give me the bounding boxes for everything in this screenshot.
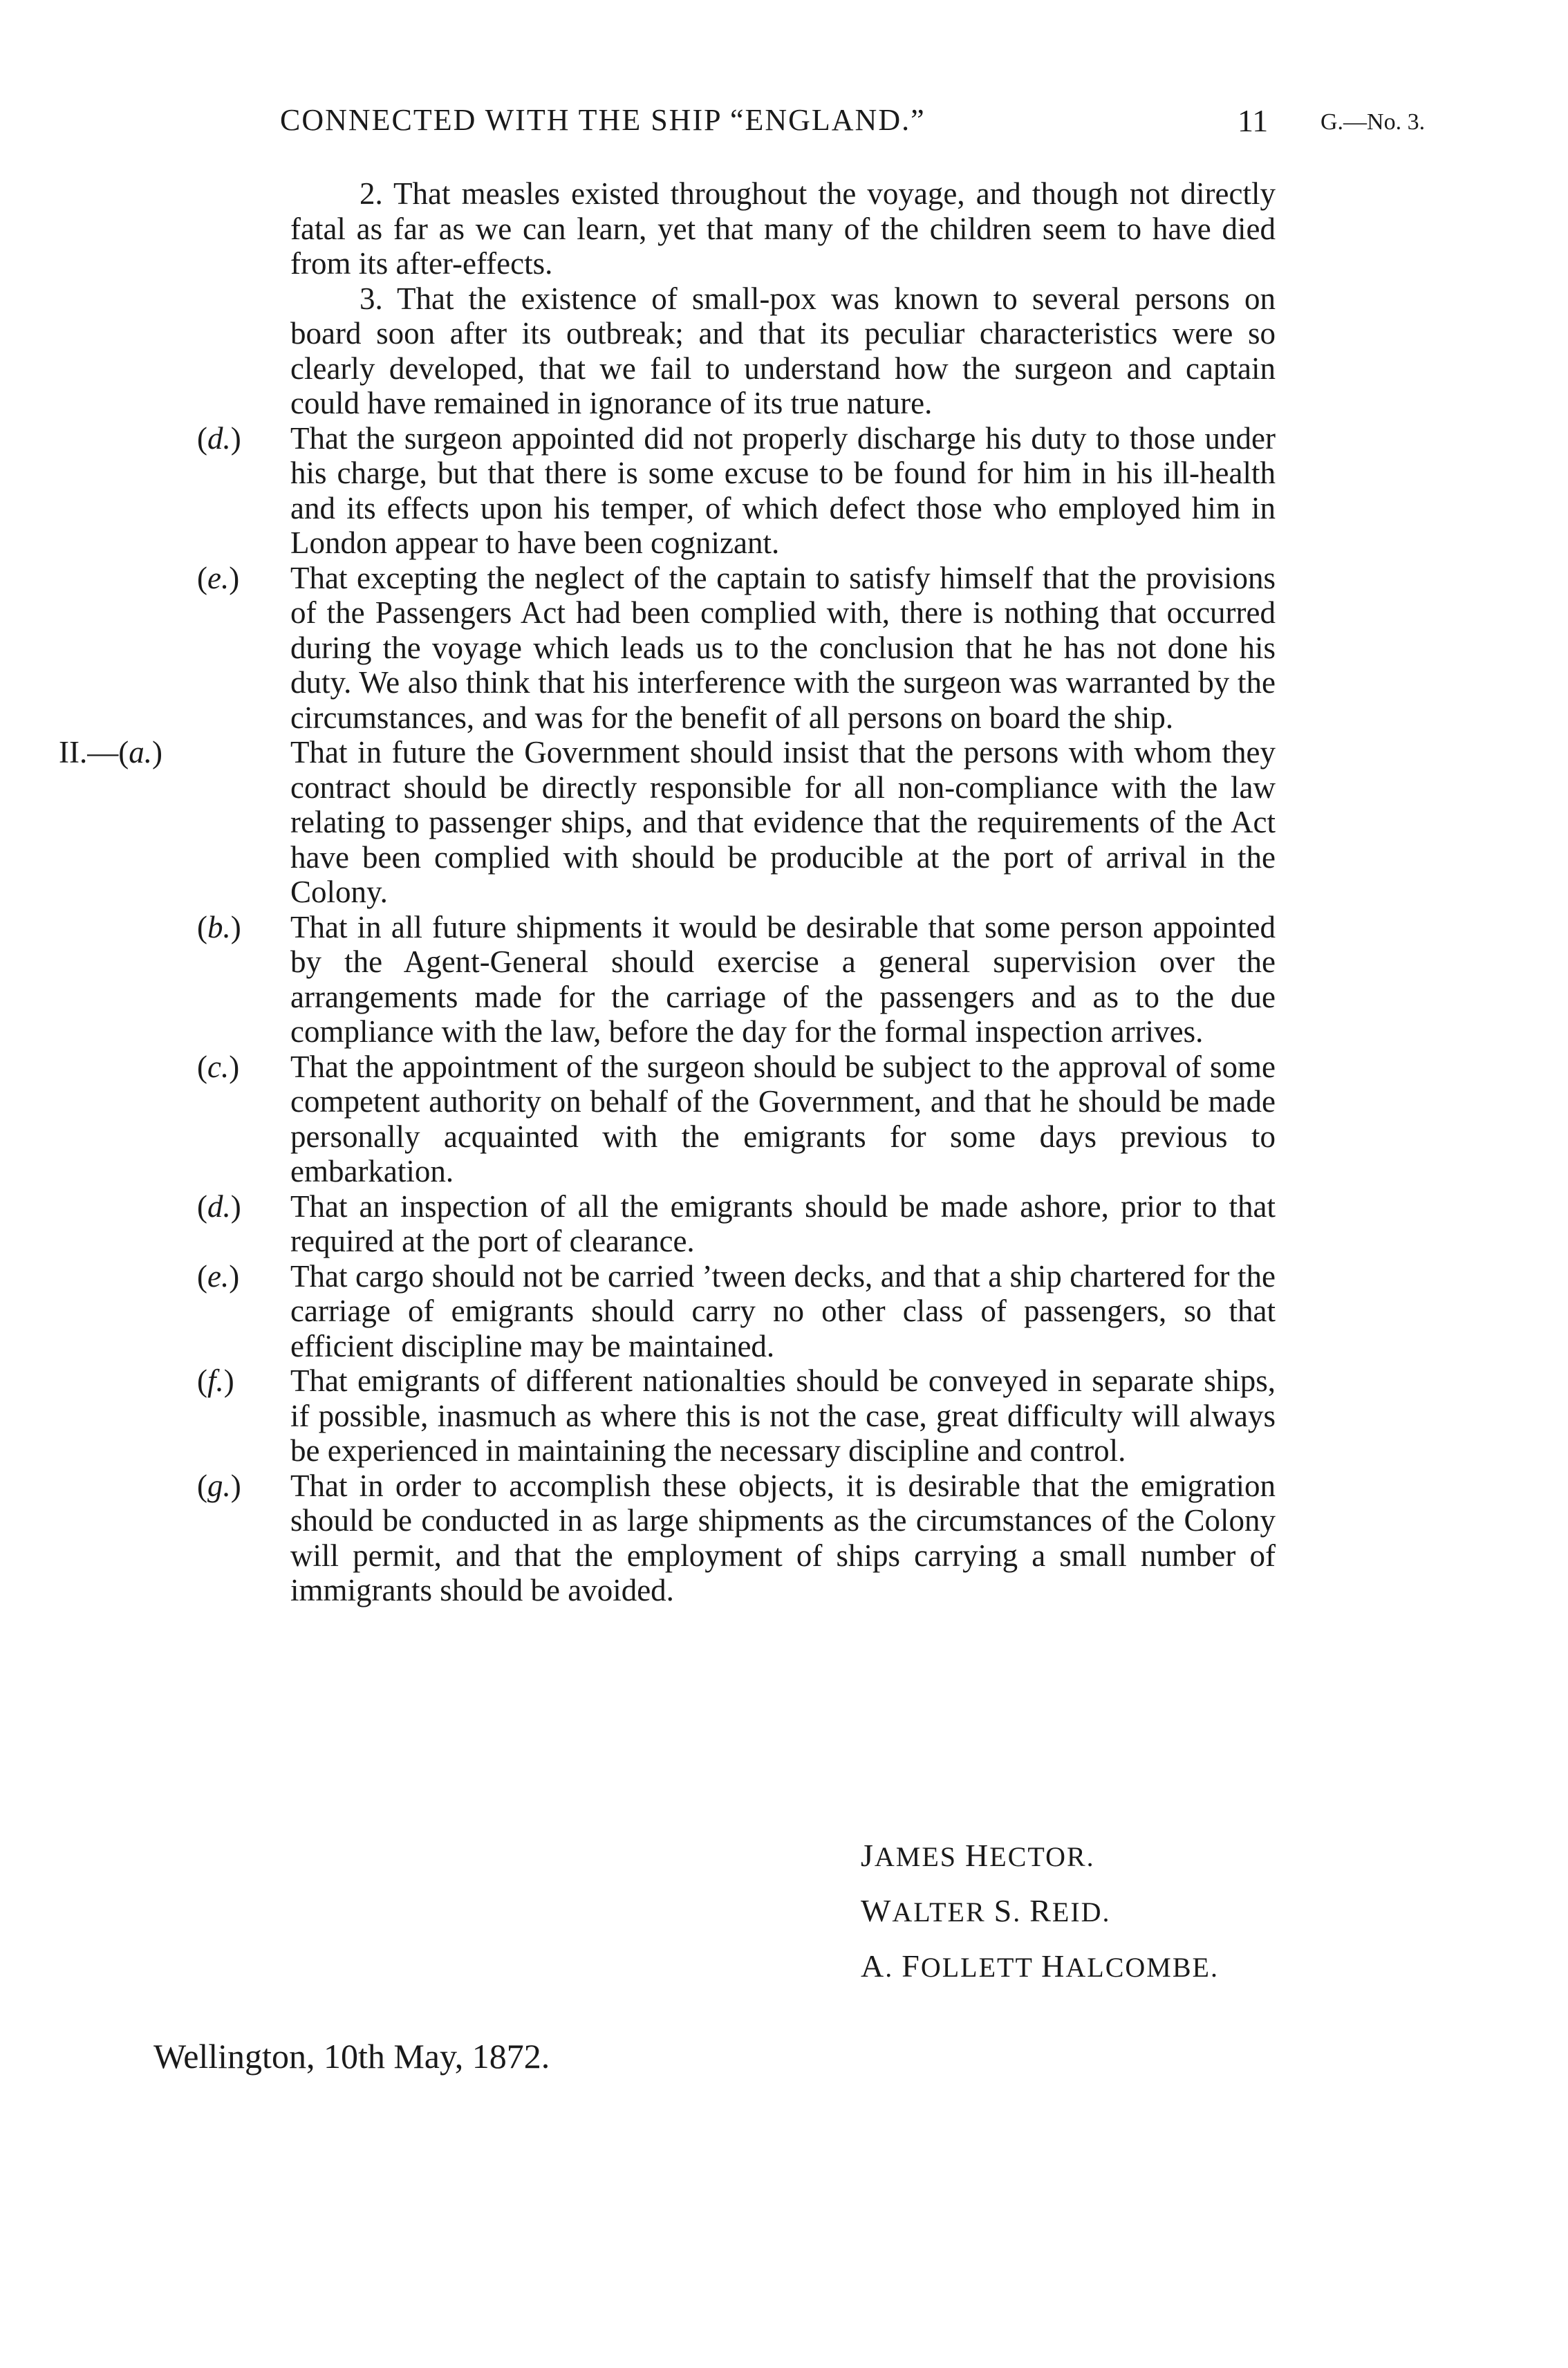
item-text: That cargo should not be carried ’tween decks, and that a ship chartered for the carriage of emigrants should carry no other class of passengers, so that efficient discipline may be maintained. xyxy=(290,1258,1276,1363)
item-label: (e.) xyxy=(197,1258,240,1294)
finding-item-e xyxy=(197,560,1276,736)
item-text: That emigrants of different nationalties should be conveyed in separate ships, if possible, inasmuch as where this is not the case, great difficulty will always be experienced in maintaining the necessary discipline and control. xyxy=(290,1363,1276,1468)
item-text: That in future the Government should insist that the persons with whom they contract should be directly responsible for all non-compliance with the law relating to passenger ships, and that evidence that the requirements of the Act have been complied with should be producible at the port of arrival in the Colony. xyxy=(290,735,1276,909)
item-text: That in all future shipments it would be desirable that some person appointed by the Agent-General should exercise a general supervision over the arrangements made for the carriage of the passengers and as to the due compliance with the law, before the day for the formal inspection arrives. xyxy=(290,909,1276,1049)
recommendation-item-c xyxy=(197,1049,1276,1189)
item-label: (g.) xyxy=(197,1468,241,1503)
recommendation-item-e xyxy=(197,1258,1276,1364)
recommendation-item-d xyxy=(197,1188,1276,1259)
item-text: That the surgeon appointed did not properly discharge his duty to those under his charge, but that there is some excuse to be found for him in his ill-health and its effects upon his temper, of which defect those who employed him in London appear to have been cognizant. xyxy=(290,420,1276,560)
report-body xyxy=(0,176,1568,1608)
signature-reid: WALTER S. REID. xyxy=(861,1893,1111,1928)
recommendation-item-b xyxy=(197,909,1276,1050)
page-number: 11 xyxy=(1238,103,1269,138)
recommendation-item-a xyxy=(59,735,1276,910)
item-label: (d.) xyxy=(197,1188,241,1224)
section-numeral: II.— xyxy=(59,735,119,770)
paragraph-small-pox: 3. That the existence of small-pox was known to several persons on board soon after its outbreak; and that its peculiar characteristics were so clearly developed, that we fail to understand how the surgeon and captain could have remained in ignorance of its true nature. xyxy=(290,281,1276,420)
item-label: (b.) xyxy=(197,909,241,944)
signature-halcombe: A. FOLLETT HALCOMBE. xyxy=(861,1948,1219,1984)
paragraph-measles: 2. That measles existed throughout the voyage, and though not directly fatal as far as we can learn, yet that many of the children seem to have died from its after-effects. xyxy=(290,176,1276,281)
document-reference: G.—No. 3. xyxy=(1320,109,1426,135)
item-text: That in order to accomplish these objects, it is desirable that the emigration should be conducted in as large shipments as the circumstances of the Colony will permit, and that the employment of ships carrying a small number of immigrants should be avoided. xyxy=(290,1468,1276,1607)
item-label: (c.) xyxy=(197,1049,240,1084)
item-text: That excepting the neglect of the captain to satisfy himself that the provisions of the Passengers Act had been complied with, there is nothing that occurred during the voyage which leads us to the conclusion that he has not done his duty. We also think that his interference with the surgeon was warranted by the circumstances, and was for the benefit of all persons on board the ship. xyxy=(290,560,1276,735)
item-label: (e.) xyxy=(197,560,240,595)
signature-block xyxy=(861,1829,1219,1995)
dateline: Wellington, 10th May, 1872. xyxy=(153,2037,550,2076)
recommendation-item-f xyxy=(197,1363,1276,1469)
running-title: CONNECTED WITH THE SHIP “ENGLAND.” xyxy=(280,103,926,137)
finding-item-d xyxy=(197,420,1276,561)
item-text: That the appointment of the surgeon should be subject to the approval of some competent authority on behalf of the Government, and that he should be made personally acquainted with the emigrants for some days previous to embarkation. xyxy=(290,1049,1276,1188)
recommendation-item-g xyxy=(197,1468,1276,1608)
signature-hector: JAMES HECTOR. xyxy=(861,1838,1095,1873)
item-label: II.—(a.) xyxy=(59,735,162,770)
item-label: (d.) xyxy=(197,420,241,456)
item-label: (f.) xyxy=(197,1363,234,1398)
item-text: That an inspection of all the emigrants should be made ashore, prior to that required at the port of clearance. xyxy=(290,1188,1276,1258)
